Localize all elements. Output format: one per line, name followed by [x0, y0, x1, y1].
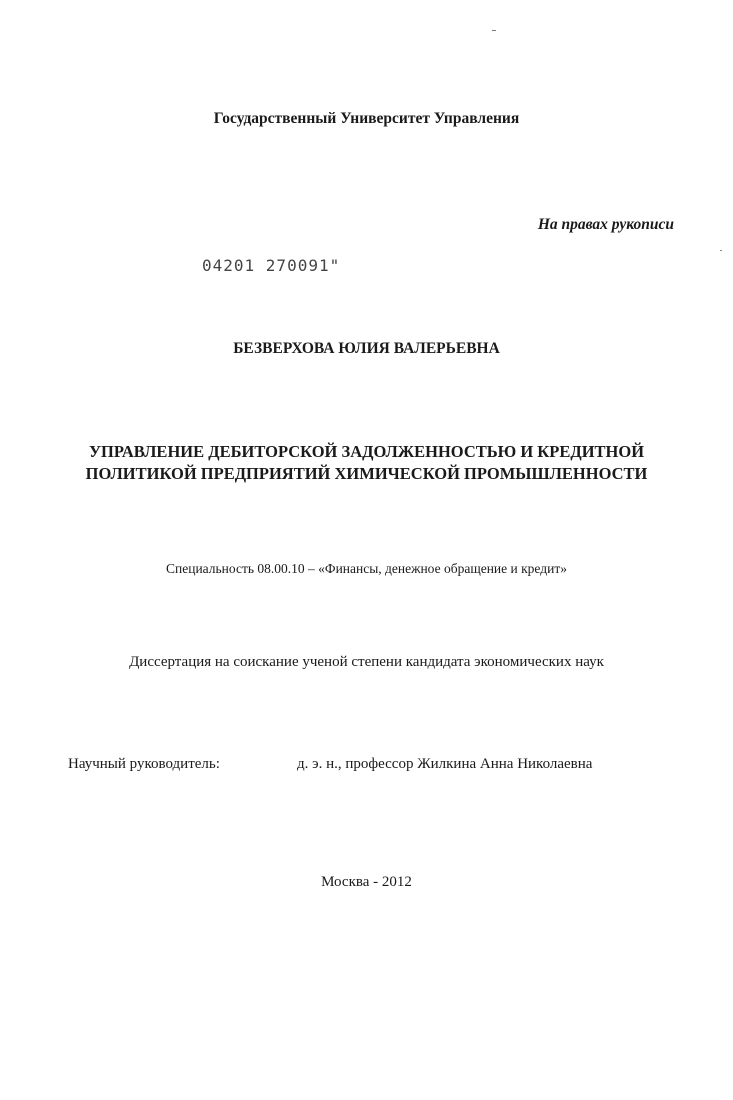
title-line: ПОЛИТИКОЙ ПРЕДПРИЯТИЙ ХИМИЧЕСКОЙ ПРОМЫШЛЕННОСТИ	[85, 464, 648, 483]
author-name: БЕЗВЕРХОВА ЮЛИЯ ВАЛЕРЬЕВНА	[233, 340, 500, 357]
scan-speck	[720, 250, 722, 251]
university-name: Государственный Университет Управления	[213, 110, 520, 127]
city-year: Москва - 2012	[321, 874, 412, 890]
advisor-name: д. э. н., профессор Жилкина Анна Николаевна	[297, 756, 593, 772]
advisor-label: Научный руководитель:	[68, 756, 220, 772]
dissertation-title	[0, 441, 733, 485]
manuscript-note: На правах рукописи	[537, 216, 674, 233]
specialty-line: Специальность 08.00.10 – «Финансы, денежное обращение и кредит»	[166, 561, 567, 576]
scan-speck	[492, 30, 496, 31]
document-registration-number: 04201 270091"	[202, 256, 341, 275]
dissertation-degree-line: Диссертация на соискание ученой степени кандидата экономических наук	[129, 654, 604, 670]
title-line: УПРАВЛЕНИЕ ДЕБИТОРСКОЙ ЗАДОЛЖЕННОСТЬЮ И КРЕДИТНОЙ	[88, 442, 645, 461]
